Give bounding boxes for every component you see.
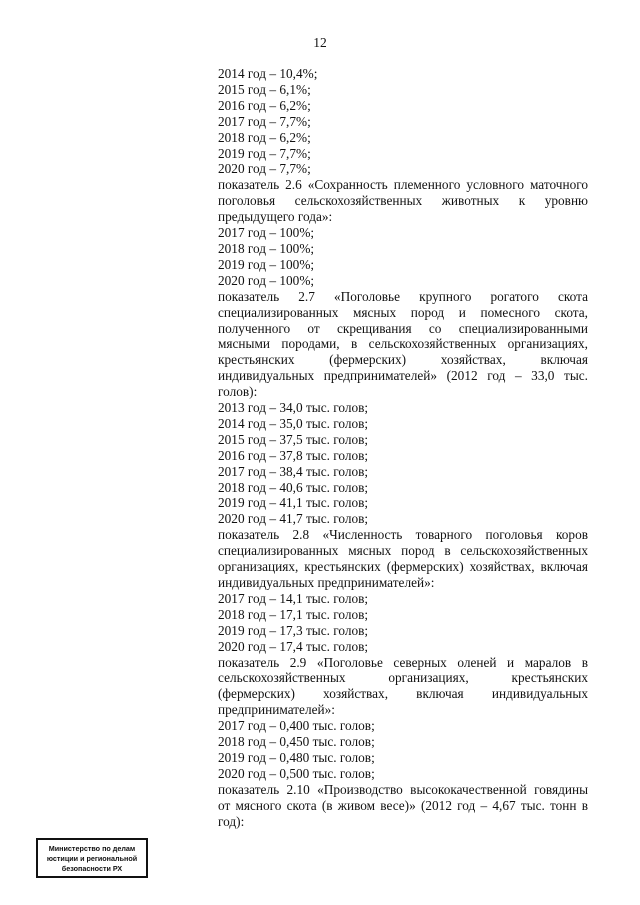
text-line: индивидуальных предпринимателей» (2012 год – 33,0 тыс.: [218, 368, 588, 384]
text-line: показатель 2.8 «Численность товарного поголовья коров: [218, 527, 588, 543]
text-line: предпринимателей»:: [218, 702, 335, 718]
text-line: 2020 год – 17,4 тыс. голов;: [218, 638, 369, 654]
text-line: 2018 год – 100%;: [218, 240, 315, 256]
text-line: специализированных мясных пород в сельскохозяйственных: [218, 543, 588, 559]
text-line: 2014 год – 35,0 тыс. голов;: [218, 415, 369, 431]
text-line: 2014 год – 10,4%;: [218, 66, 318, 81]
stamp-line: безопасности РХ: [61, 864, 123, 873]
text-line: 2015 год – 6,1%;: [218, 81, 311, 97]
text-line: 2018 год – 0,450 тыс. голов;: [218, 734, 375, 750]
text-line: 2019 год – 41,1 тыс. голов;: [218, 495, 369, 511]
text-line: 2019 год – 7,7%;: [218, 145, 311, 161]
text-line: 2016 год – 37,8 тыс. голов;: [218, 447, 369, 463]
text-line: 2019 год – 100%;: [218, 256, 315, 272]
text-line: 2016 год – 6,2%;: [218, 97, 311, 113]
text-line: 2020 год – 100%;: [218, 272, 315, 288]
text-line: (фермерских) хозяйствах, включая индивидуальных: [218, 686, 588, 702]
text-line: 2019 год – 17,3 тыс. голов;: [218, 622, 369, 638]
text-line: 2017 год – 14,1 тыс. голов;: [218, 590, 369, 606]
text-line: 2018 год – 17,1 тыс. голов;: [218, 606, 369, 622]
text-line: показатель 2.7 «Поголовье крупного рогатого скота: [218, 288, 588, 304]
text-line: полученного от скрещивания со специализированными: [218, 320, 588, 336]
text-line: 2017 год – 7,7%;: [218, 113, 311, 129]
document-body: [218, 66, 588, 830]
text-line: крестьянских (фермерских) хозяйствах, включая: [218, 352, 588, 368]
text-line: 2017 год – 38,4 тыс. голов;: [218, 463, 369, 479]
text-line: специализированных мясных пород и помесного скота,: [218, 304, 588, 320]
page-number: 12: [313, 35, 327, 50]
text-line: предыдущего года»:: [218, 209, 333, 225]
text-line: 2018 год – 40,6 тыс. голов;: [218, 479, 369, 495]
stamp-line: юстиции и региональной: [46, 854, 138, 863]
text-line: 2017 год – 0,400 тыс. голов;: [218, 718, 375, 734]
text-line: 2019 год – 0,480 тыс. голов;: [218, 749, 375, 765]
text-line: от мясного скота (в живом весе)» (2012 год – 4,67 тыс. тонн в: [218, 797, 588, 813]
text-line: показатель 2.6 «Сохранность племенного условного маточного: [218, 177, 588, 193]
text-line: индивидуальных предпринимателей»:: [218, 575, 435, 590]
text-line: 2015 год – 37,5 тыс. голов;: [218, 431, 369, 447]
text-line: 2017 год – 100%;: [218, 225, 315, 241]
text-line: сельскохозяйственных организациях, крестьянских: [218, 670, 588, 686]
text-line: организациях, крестьянских (фермерских) хозяйствах, включая: [218, 559, 588, 575]
text-line: 2018 год – 6,2%;: [218, 129, 311, 145]
registration-stamp: [36, 838, 148, 878]
text-line: голов):: [218, 384, 258, 400]
text-line: мясными породами, в сельскохозяйственных организациях,: [218, 336, 588, 352]
text-line: 2020 год – 0,500 тыс. голов;: [218, 765, 375, 781]
text-line: год):: [218, 813, 245, 829]
stamp-line: Министерство по делам: [48, 844, 136, 853]
text-line: 2013 год – 34,0 тыс. голов;: [218, 400, 369, 416]
text-line: показатель 2.9 «Поголовье северных оленей и маралов в: [218, 654, 588, 670]
text-line: показатель 2.10 «Производство высококачественной говядины: [218, 781, 588, 797]
text-line: поголовья сельскохозяйственных животных к уровню: [218, 193, 588, 209]
text-line: 2020 год – 41,7 тыс. голов;: [218, 511, 369, 527]
text-line: 2020 год – 7,7%;: [218, 161, 311, 177]
